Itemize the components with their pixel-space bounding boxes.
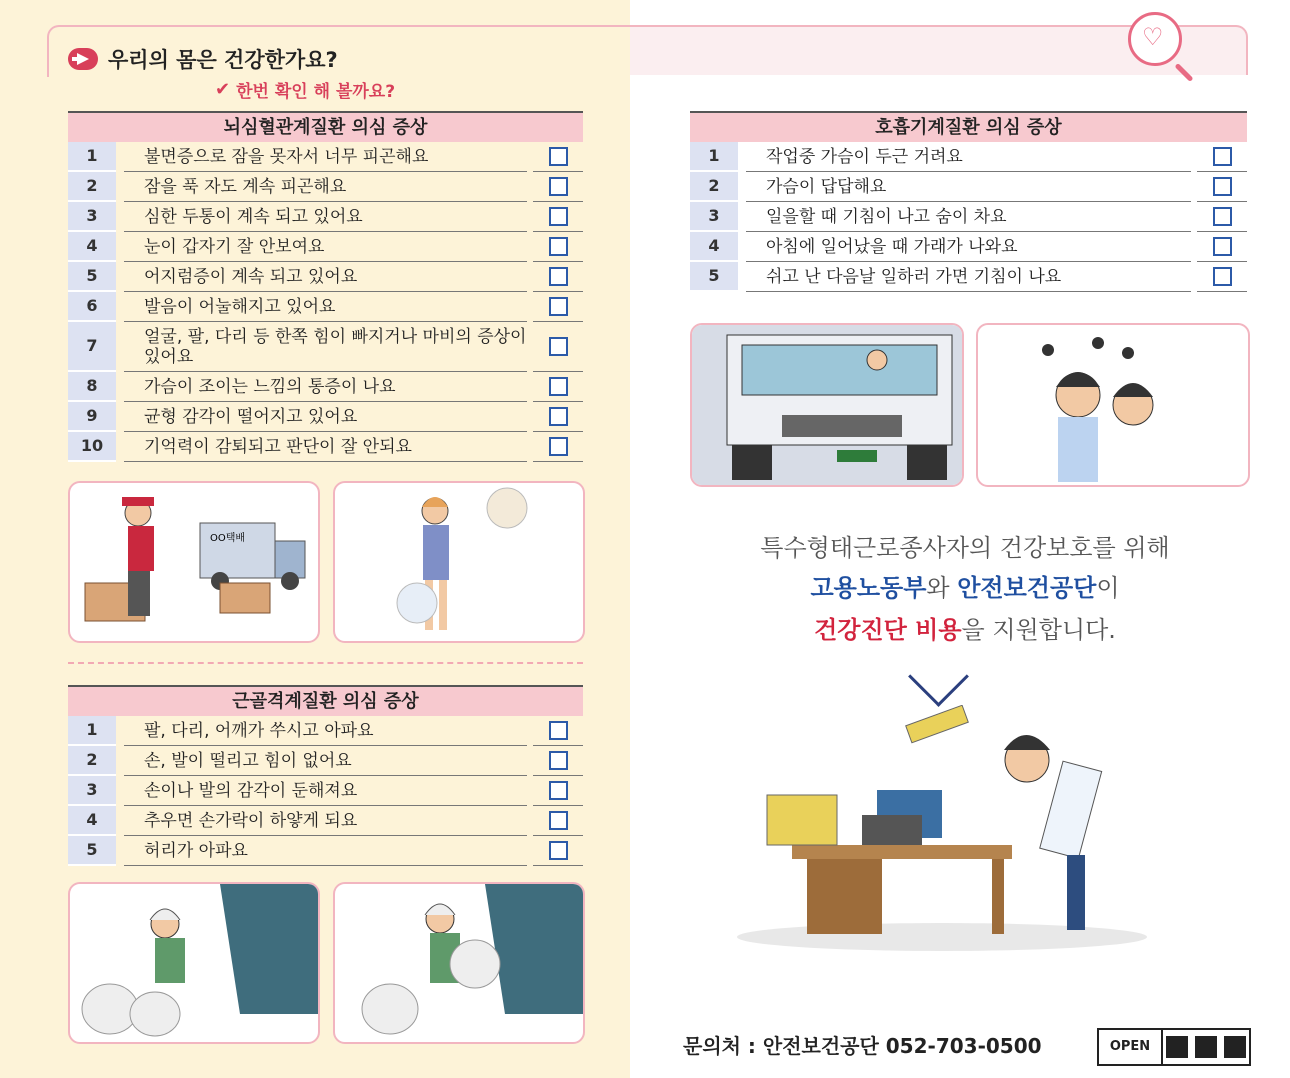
symptom-label: 기억력이 감퇴되고 판단이 잘 안되요: [144, 436, 412, 457]
checkbox-cell: [533, 777, 583, 806]
musculo-table-title: 근골격계질환 의심 증상: [68, 685, 583, 716]
symptom-text: [124, 233, 527, 262]
symptom-text: [746, 143, 1191, 172]
symptom-label: 눈이 갑자기 잘 안보여요: [144, 236, 325, 257]
symptom-checkbox[interactable]: [549, 177, 568, 196]
symptom-checkbox[interactable]: [549, 407, 568, 426]
symptom-checkbox[interactable]: [549, 237, 568, 256]
symptom-text: [124, 403, 527, 432]
table-row: [690, 142, 1247, 172]
symptom-text: [124, 323, 527, 372]
license-attribution-icon: [1166, 1036, 1188, 1058]
checkbox-cell: [1197, 263, 1247, 292]
table-row: [68, 806, 583, 836]
symptom-checkbox[interactable]: [549, 337, 568, 356]
message-line-2: [690, 568, 1240, 603]
table-row: [68, 836, 583, 866]
heart-magnifier-icon: ♡: [1128, 12, 1182, 66]
symptom-label: 잠을 푹 자도 계속 피곤해요: [144, 176, 347, 197]
row-number: 5: [68, 262, 116, 292]
table-row: [68, 432, 583, 462]
table-row: [690, 232, 1247, 262]
checkbox-cell: [533, 807, 583, 836]
ministry-name: 고용노동부: [810, 574, 927, 602]
symptom-checkbox[interactable]: [549, 721, 568, 740]
symptom-label: 아침에 일어났을 때 가래가 나와요: [766, 236, 1018, 257]
symptom-text: [124, 203, 527, 232]
checkbox-cell: [533, 717, 583, 746]
agency-name: 안전보건공단: [957, 574, 1097, 602]
symptom-label: 작업중 가슴이 두근 거려요: [766, 146, 963, 167]
table-row: [68, 262, 583, 292]
symptom-text: [124, 173, 527, 202]
symptom-text: [124, 263, 527, 292]
checkbox-cell: [533, 323, 583, 372]
checkbox-cell: [533, 263, 583, 292]
symptom-label: 가슴이 조이는 느낌의 통증이 나요: [144, 376, 396, 397]
row-number: 1: [690, 142, 738, 172]
row-number: 1: [68, 716, 116, 746]
illustration-office-stretch: [732, 705, 1152, 955]
row-number: 2: [68, 172, 116, 202]
row-number: 4: [68, 806, 116, 836]
table-row: [68, 202, 583, 232]
dizzy-woman-image: [335, 483, 583, 641]
row-number: 6: [68, 292, 116, 322]
license-noderivs-icon: [1224, 1036, 1246, 1058]
symptom-label: 손이나 발의 감각이 둔해져요: [144, 780, 358, 801]
symptom-text: [124, 807, 527, 836]
symptom-label: 얼굴, 팔, 다리 등 한쪽 힘이 빠지거나 마비의 증상이 있어요: [144, 326, 527, 367]
truck-label: OO택배: [210, 533, 246, 544]
row-number: 10: [68, 432, 116, 462]
symptom-label: 일을할 때 기침이 나고 숨이 차요: [766, 206, 1007, 227]
symptom-text: [746, 263, 1191, 292]
symptom-checkbox[interactable]: [549, 297, 568, 316]
checkbox-cell: [533, 143, 583, 172]
symptom-text: [124, 433, 527, 462]
row-number: 5: [68, 836, 116, 866]
checkbox-cell: [533, 373, 583, 402]
table-row: [68, 716, 583, 746]
contact-info: 문의처 : 안전보건공단 052-703-0500: [683, 1034, 1042, 1058]
message-end: 을 지원합니다.: [961, 616, 1116, 644]
license-noncommercial-icon: [1195, 1036, 1217, 1058]
symptom-label: 추우면 손가락이 하얗게 되요: [144, 810, 358, 831]
checkbox-cell: [1197, 203, 1247, 232]
symptom-text: [124, 777, 527, 806]
symptom-checkbox[interactable]: [549, 811, 568, 830]
waste-worker-2-image: [335, 884, 583, 1042]
row-number: 7: [68, 322, 116, 372]
table-row: [68, 776, 583, 806]
message-particle: 이: [1096, 574, 1120, 602]
symptom-checkbox[interactable]: [549, 841, 568, 860]
symptom-text: [746, 173, 1191, 202]
checkbox-cell: [1197, 233, 1247, 262]
symptom-checkbox[interactable]: [1213, 207, 1232, 226]
row-number: 3: [68, 776, 116, 806]
table-row: [68, 232, 583, 262]
symptom-label: 어지럼증이 계속 되고 있어요: [144, 266, 358, 287]
checkbox-cell: [533, 433, 583, 462]
chevron-down-icon: [908, 646, 969, 707]
respiratory-table-title: 호흡기계질환 의심 증상: [690, 111, 1247, 142]
row-number: 5: [690, 262, 738, 292]
section-divider: [68, 662, 583, 664]
row-number: 3: [68, 202, 116, 232]
symptom-label: 팔, 다리, 어깨가 쑤시고 아파요: [144, 720, 374, 741]
open-label: OPEN: [1099, 1030, 1163, 1064]
waste-worker-1-image: [70, 884, 318, 1042]
checkbox-cell: [533, 233, 583, 262]
delivery-worker-image: [70, 483, 318, 641]
symptom-checkbox[interactable]: [549, 267, 568, 286]
illustration-dizzy-woman: [333, 481, 585, 643]
symptom-label: 심한 두통이 계속 되고 있어요: [144, 206, 363, 227]
table-row: [68, 172, 583, 202]
message-connector: 와: [926, 574, 958, 602]
symptom-label: 발음이 어눌해지고 있어요: [144, 296, 336, 317]
symptom-checkbox[interactable]: [549, 377, 568, 396]
table-row: [690, 202, 1247, 232]
symptom-checkbox[interactable]: [1213, 267, 1232, 286]
checkbox-cell: [533, 173, 583, 202]
symptom-text: [746, 203, 1191, 232]
support-item: 건강진단 비용: [814, 616, 962, 644]
symptom-text: [124, 373, 527, 402]
arrow-right-icon: [68, 48, 98, 70]
illustration-coughing-men: [976, 323, 1250, 487]
row-number: 2: [68, 746, 116, 776]
page-subtitle-text: 한번 확인 해 볼까요?: [236, 82, 396, 102]
cardio-symptom-table: [68, 111, 583, 462]
table-row: [68, 402, 583, 432]
page-subtitle: [215, 77, 395, 102]
symptom-checkbox[interactable]: [549, 751, 568, 770]
symptom-checkbox[interactable]: [549, 207, 568, 226]
checkbox-cell: [1197, 173, 1247, 202]
page-title: [68, 44, 338, 74]
symptom-label: 허리가 아파요: [144, 840, 248, 861]
row-number: 4: [690, 232, 738, 262]
symptom-text: [746, 233, 1191, 262]
table-row: [68, 322, 583, 372]
message-line-1: 특수형태근로종사자의 건강보호를 위해: [760, 534, 1170, 562]
checkbox-cell: [533, 747, 583, 776]
symptom-checkbox[interactable]: [1213, 237, 1232, 256]
row-number: 4: [68, 232, 116, 262]
symptom-label: 쉬고 난 다음날 일하러 가면 기침이 나요: [766, 266, 1062, 287]
illustration-waste-worker-1: [68, 882, 320, 1044]
table-row: [68, 746, 583, 776]
symptom-checkbox[interactable]: [1213, 147, 1232, 166]
row-number: 3: [690, 202, 738, 232]
respiratory-symptom-table: [690, 111, 1247, 292]
cardio-table-title: 뇌심혈관계질환 의심 증상: [68, 111, 583, 142]
table-row: [690, 262, 1247, 292]
checkbox-cell: [533, 293, 583, 322]
office-stretch-image: [732, 705, 1152, 955]
row-number: 9: [68, 402, 116, 432]
symptom-label: 불면증으로 잠을 못자서 너무 피곤해요: [144, 146, 429, 167]
checkbox-cell: [533, 837, 583, 866]
table-row: [68, 142, 583, 172]
page-title-text: 우리의 몸은 건강한가요?: [108, 48, 338, 72]
row-number: 2: [690, 172, 738, 202]
table-row: [690, 172, 1247, 202]
checkbox-cell: [533, 403, 583, 432]
symptom-checkbox[interactable]: [549, 147, 568, 166]
checkbox-cell: [533, 203, 583, 232]
table-row: [68, 292, 583, 322]
row-number: 1: [68, 142, 116, 172]
illustration-delivery-worker: [68, 481, 320, 643]
table-row: [68, 372, 583, 402]
illustration-waste-worker-2: [333, 882, 585, 1044]
symptom-label: 손, 발이 떨리고 힘이 없어요: [144, 750, 352, 771]
checkbox-cell: [1197, 143, 1247, 172]
symptom-text: [124, 837, 527, 866]
symptom-checkbox[interactable]: [549, 781, 568, 800]
coughing-men-image: [978, 325, 1248, 485]
open-license-logo: [1097, 1028, 1251, 1066]
symptom-checkbox[interactable]: [549, 437, 568, 456]
symptom-checkbox[interactable]: [1213, 177, 1232, 196]
illustration-truck-driver: [690, 323, 964, 487]
symptom-label: 가슴이 답답해요: [766, 176, 887, 197]
symptom-label: 균형 감각이 떨어지고 있어요: [144, 406, 358, 427]
symptom-text: [124, 293, 527, 322]
message-line-3: [690, 610, 1240, 645]
truck-driver-image: [692, 325, 962, 485]
symptom-text: [124, 747, 527, 776]
musculo-symptom-table: [68, 685, 583, 866]
symptom-text: [124, 717, 527, 746]
checkmark-icon: ✔: [215, 79, 231, 100]
symptom-text: [124, 143, 527, 172]
row-number: 8: [68, 372, 116, 402]
